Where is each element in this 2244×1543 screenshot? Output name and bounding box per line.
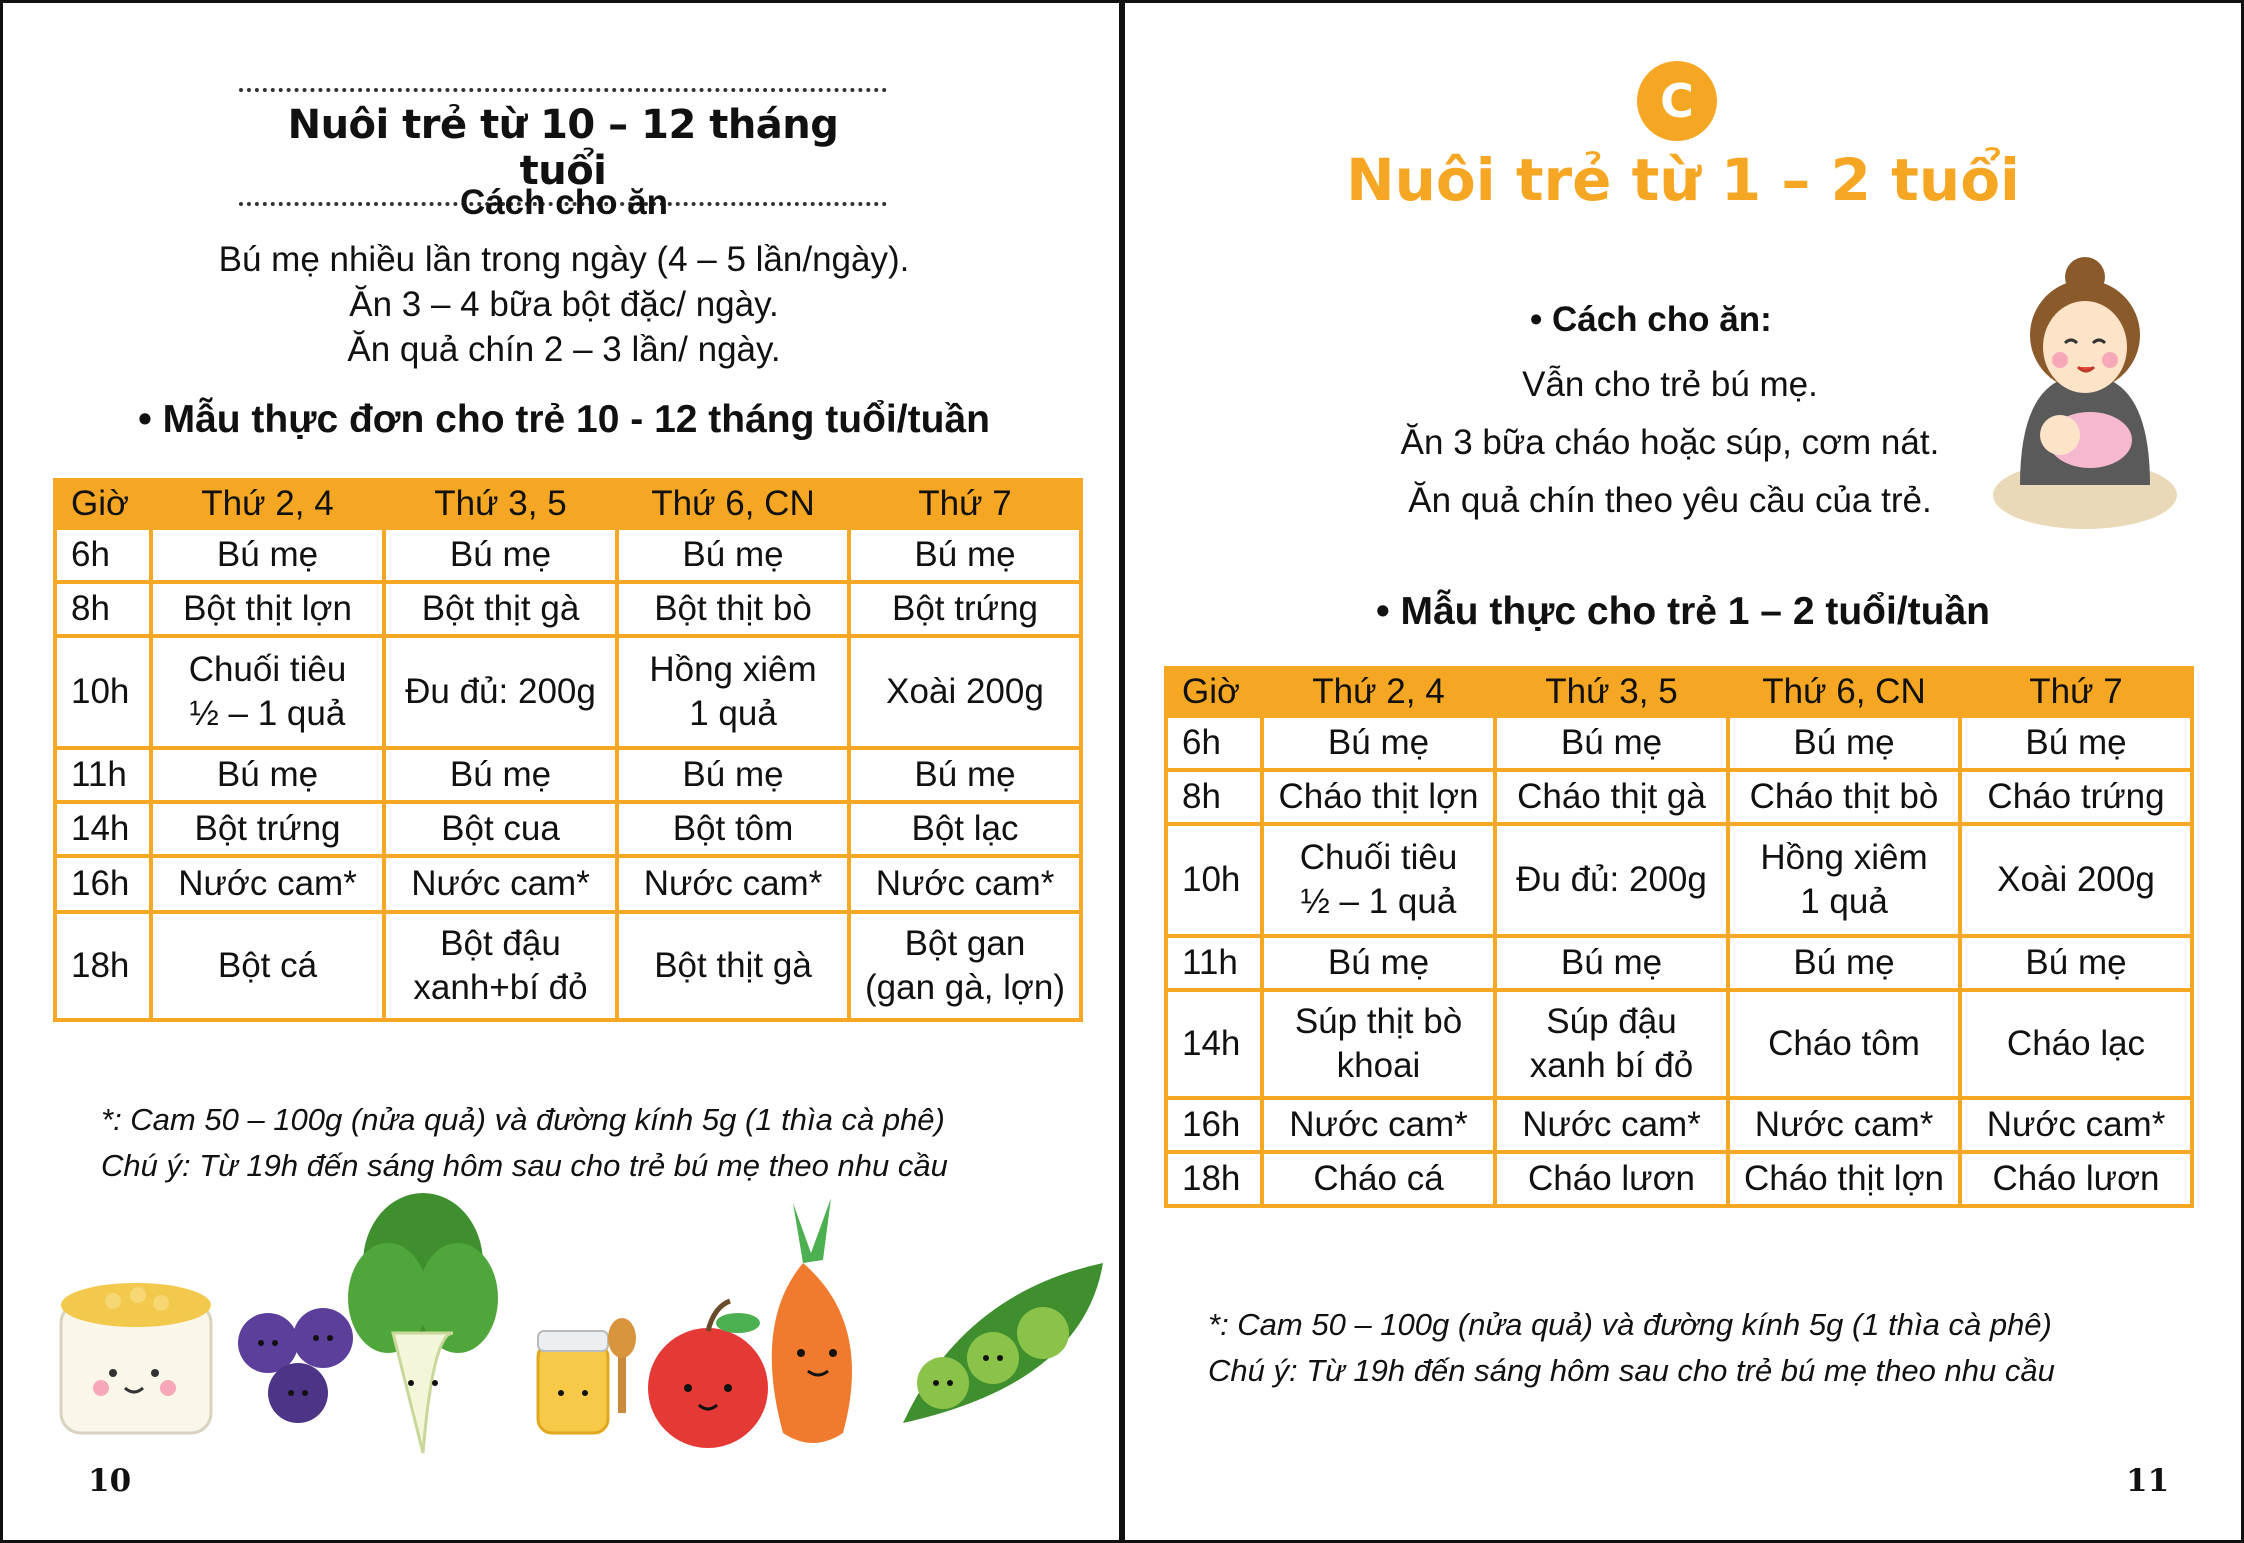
hour-cell: 18h [55,912,151,1020]
header-cell: Giờ [1166,668,1262,716]
right-section-title: Nuôi trẻ từ 1 – 2 tuổi [1346,146,2020,214]
meal-cell: Cháo thịt gà [1495,770,1728,824]
meal-cell: Chuối tiêu ½ – 1 quả [151,636,384,748]
table-row [1166,770,2192,824]
meal-cell: Bú mẹ [617,748,849,802]
meal-cell: Nước cam* [151,856,384,912]
meal-cell: Bú mẹ [1728,716,1960,770]
hour-cell: 16h [55,856,151,912]
meal-cell: Hồng xiêm 1 quả [1728,824,1960,936]
hour-cell: 14h [1166,990,1262,1098]
meal-cell: Súp đậu xanh bí đỏ [1495,990,1728,1098]
meal-cell: Đu đủ: 200g [384,636,617,748]
table-row [55,856,1081,912]
table-row [1166,1152,2192,1206]
meal-cell: Nước cam* [1262,1098,1495,1152]
meal-cell: Bú mẹ [1960,716,2192,770]
meal-cell: Nước cam* [1960,1098,2192,1152]
hour-cell: 6h [1166,716,1262,770]
meal-cell: Cháo trứng [1960,770,2192,824]
table-row [55,748,1081,802]
meal-cell: Súp thịt bò khoai [1262,990,1495,1098]
header-cell: Thứ 7 [849,480,1081,528]
meal-cell: Bột thịt gà [384,582,617,636]
page-number-left: 10 [88,1463,132,1499]
food-illustrations [43,1183,1103,1463]
left-feeding-line-1: Bú mẹ nhiều lần trong ngày (4 – 5 lần/ngày). [218,240,910,279]
table-row [55,636,1081,748]
left-section-title: Nuôi trẻ từ 10 – 12 tháng tuổi [239,88,887,206]
right-feeding-line-2: Ăn 3 bữa cháo hoặc súp, cơm nát. [1400,423,1940,462]
meal-cell: Cháo lươn [1960,1152,2192,1206]
meal-cell: Bú mẹ [1960,936,2192,990]
left-menu-table [53,478,1083,1022]
table-row [55,528,1081,582]
right-note-2: Chú ý: Từ 19h đến sáng hôm sau cho trẻ bú mẹ theo nhu cầu [1208,1353,2055,1388]
meal-cell: Bột lạc [849,802,1081,856]
meal-cell: Bú mẹ [1262,936,1495,990]
meal-cell: Bú mẹ [1728,936,1960,990]
meal-cell: Bột tôm [617,802,849,856]
meal-cell: Nước cam* [1495,1098,1728,1152]
honey-jar-icon [538,1318,636,1433]
bok-choy-icon [348,1193,498,1453]
meal-cell: Cháo cá [1262,1152,1495,1206]
meal-cell: Nước cam* [849,856,1081,912]
table-header-row [1166,668,2192,716]
meal-cell: Chuối tiêu ½ – 1 quả [1262,824,1495,936]
meal-cell: Cháo lươn [1495,1152,1728,1206]
header-cell: Thứ 2, 4 [151,480,384,528]
meal-cell: Bú mẹ [849,528,1081,582]
meal-cell: Bú mẹ [1262,716,1495,770]
table-row [1166,936,2192,990]
meal-cell: Cháo tôm [1728,990,1960,1098]
left-note-2: Chú ý: Từ 19h đến sáng hôm sau cho trẻ bú mẹ theo nhu cầu [101,1148,948,1183]
left-note-1: *: Cam 50 – 100g (nửa quả) và đường kính 5g (1 thìa cà phê) [101,1102,945,1137]
right-menu-table [1164,666,2194,1208]
header-cell: Giờ [55,480,151,528]
apple-icon [648,1301,768,1448]
header-cell: Thứ 6, CN [617,480,849,528]
hour-cell: 16h [1166,1098,1262,1152]
header-cell: Thứ 2, 4 [1262,668,1495,716]
meal-cell: Bú mẹ [151,748,384,802]
header-cell: Thứ 3, 5 [384,480,617,528]
meal-cell: Bột trứng [849,582,1081,636]
meal-cell: Bú mẹ [384,748,617,802]
meal-cell: Bột thịt bò [617,582,849,636]
meal-cell: Bú mẹ [384,528,617,582]
meal-cell: Hồng xiêm 1 quả [617,636,849,748]
hour-cell: 10h [55,636,151,748]
meal-cell: Bột cá [151,912,384,1020]
meal-cell: Xoài 200g [849,636,1081,748]
meal-cell: Cháo thịt lợn [1262,770,1495,824]
right-feeding-line-3: Ăn quả chín theo yêu cầu của trẻ. [1408,481,1932,520]
meal-cell: Bột thịt lợn [151,582,384,636]
table-row [55,582,1081,636]
hour-cell: 18h [1166,1152,1262,1206]
meal-cell: Nước cam* [384,856,617,912]
hour-cell: 6h [55,528,151,582]
left-menu-title: • Mẫu thực đơn cho trẻ 10 - 12 tháng tuổi/tuần [138,398,990,441]
table-row [1166,1098,2192,1152]
meal-cell: Bột thịt gà [617,912,849,1020]
meal-cell: Bột trứng [151,802,384,856]
hour-cell: 14h [55,802,151,856]
meal-cell: Nước cam* [617,856,849,912]
meal-cell: Bú mẹ [151,528,384,582]
header-cell: Thứ 7 [1960,668,2192,716]
table-row [1166,824,2192,936]
left-feeding-heading: Cách cho ăn [459,183,669,222]
page-number-right: 11 [2126,1463,2170,1499]
meal-cell: Cháo lạc [1960,990,2192,1098]
meal-cell: Bú mẹ [1495,716,1728,770]
cereal-bowl-icon [61,1283,211,1433]
hour-cell: 8h [1166,770,1262,824]
meal-cell: Bú mẹ [1495,936,1728,990]
table-row [55,912,1081,1020]
right-feeding-heading: • Cách cho ăn: [1530,300,1772,339]
hour-cell: 11h [55,748,151,802]
table-row [1166,716,2192,770]
table-header-row [55,480,1081,528]
meal-cell: Xoài 200g [1960,824,2192,936]
hour-cell: 11h [1166,936,1262,990]
left-feeding-line-2: Ăn 3 – 4 bữa bột đặc/ ngày. [349,285,779,324]
meal-cell: Cháo thịt bò [1728,770,1960,824]
header-cell: Thứ 3, 5 [1495,668,1728,716]
meal-cell: Bột cua [384,802,617,856]
right-feeding-line-1: Vẫn cho trẻ bú mẹ. [1522,365,1818,404]
meal-cell: Cháo thịt lợn [1728,1152,1960,1206]
meal-cell: Bột gan (gan gà, lợn) [849,912,1081,1020]
pea-pod-icon [903,1263,1103,1423]
hour-cell: 10h [1166,824,1262,936]
right-note-1: *: Cam 50 – 100g (nửa quả) và đường kính 5g (1 thìa cà phê) [1208,1307,2052,1342]
hour-cell: 8h [55,582,151,636]
blueberries-icon [238,1308,353,1423]
table-row [1166,990,2192,1098]
meal-cell: Bú mẹ [617,528,849,582]
meal-cell: Nước cam* [1728,1098,1960,1152]
section-badge: C [1637,61,1717,141]
meal-cell: Bú mẹ [849,748,1081,802]
left-feeding-line-3: Ăn quả chín 2 – 3 lần/ ngày. [347,330,781,369]
table-row [55,802,1081,856]
meal-cell: Đu đủ: 200g [1495,824,1728,936]
right-menu-title: • Mẫu thực cho trẻ 1 – 2 tuổi/tuần [1376,590,1990,633]
carrot-icon [772,1198,852,1443]
meal-cell: Bột đậu xanh+bí đỏ [384,912,617,1020]
breastfeeding-mother-icon [1990,255,2180,535]
header-cell: Thứ 6, CN [1728,668,1960,716]
